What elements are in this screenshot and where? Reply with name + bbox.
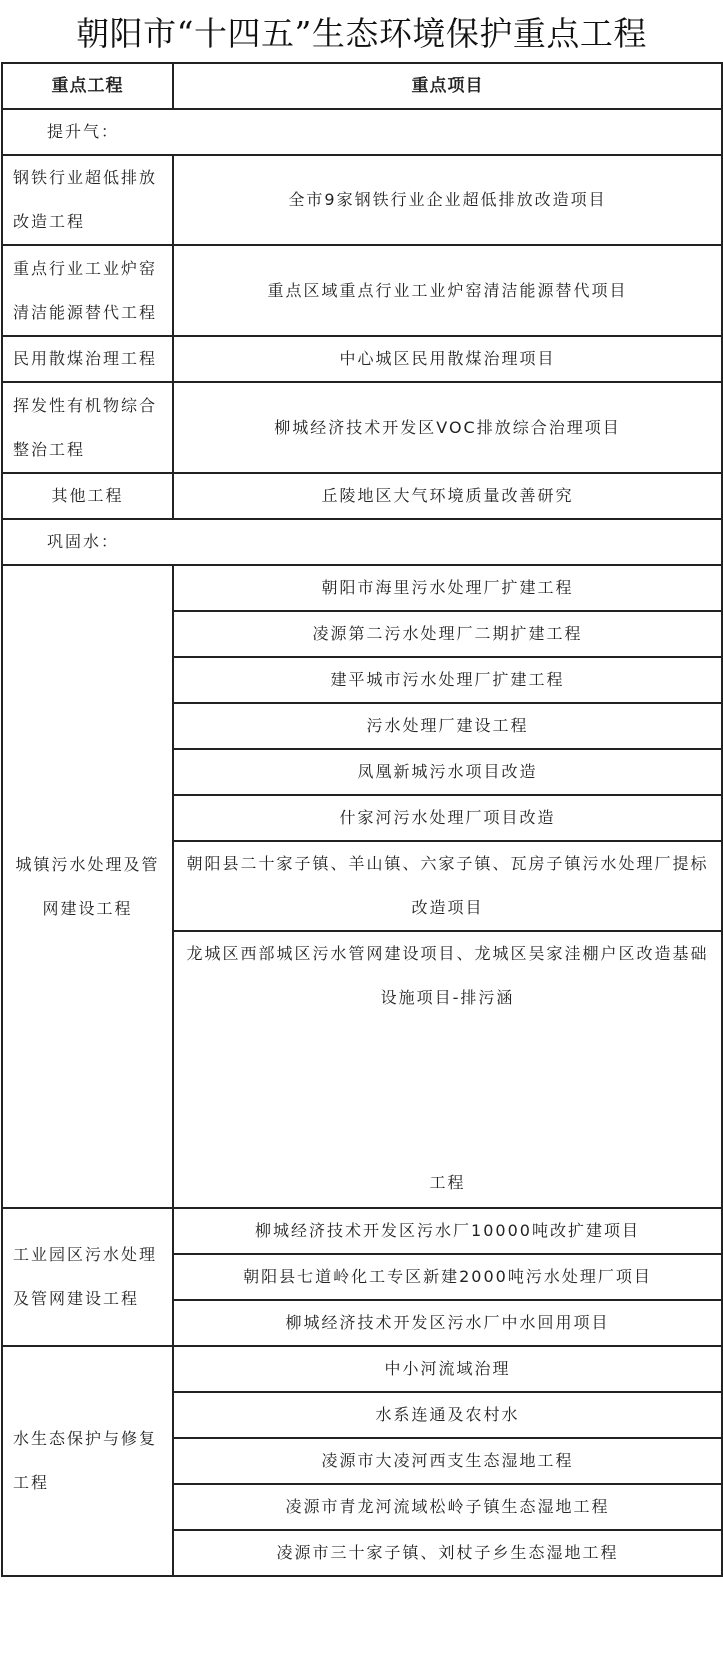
project-cell: 污水处理厂建设工程 [173,703,722,749]
table-row [2,155,722,245]
table-row [2,1346,722,1392]
project-cell: 柳城经济技术开发区污水厂中水回用项目 [173,1300,722,1346]
project-cell: 水系连通及农村水 [173,1392,722,1438]
project-cell: 凤凰新城污水项目改造 [173,749,722,795]
category-cell: 挥发性有机物综合整治工程 [2,382,173,473]
table-row [2,382,722,473]
project-cell: 朝阳县七道岭化工专区新建2000吨污水处理厂项目 [173,1254,722,1300]
category-cell: 水生态保护与修复工程 [2,1346,173,1576]
project-cell: 朝阳县二十家子镇、羊山镇、六家子镇、瓦房子镇污水处理厂提标改造项目 [173,841,722,931]
project-cell: 丘陵地区大气环境质量改善研究 [173,473,722,519]
category-cell: 其他工程 [2,473,173,519]
category-cell: 重点行业工业炉窑清洁能源替代工程 [2,245,173,336]
table-row [2,565,722,611]
header-key-item: 重点项目 [173,63,722,109]
category-cell: 城镇污水处理及管网建设工程 [2,565,173,1208]
project-cell: 凌源第二污水处理厂二期扩建工程 [173,611,722,657]
project-cell: 凌源市大凌河西支生态湿地工程 [173,1438,722,1484]
header-key-project: 重点工程 [2,63,173,109]
project-cell: 中小河流域治理 [173,1346,722,1392]
project-text-bottom: 工程 [429,1173,466,1192]
section-label-air: 提升气： [2,109,722,155]
project-cell: 朝阳市海里污水处理厂扩建工程 [173,565,722,611]
table-row [2,1208,722,1254]
project-cell: 全市9家钢铁行业企业超低排放改造项目 [173,155,722,245]
project-cell-long [173,931,722,1208]
table-row [2,336,722,382]
table-row [2,245,722,336]
category-cell: 工业园区污水处理及管网建设工程 [2,1208,173,1346]
section-row-water [2,519,722,565]
page-title: 朝阳市“十四五”生态环境保护重点工程 [76,13,647,53]
project-cell: 凌源市三十家子镇、刘杖子乡生态湿地工程 [173,1530,722,1576]
section-label-water: 巩固水： [2,519,722,565]
projects-table [1,62,723,1577]
table-row [2,473,722,519]
project-cell: 什家河污水处理厂项目改造 [173,795,722,841]
project-text-top: 龙城区西部城区污水管网建设项目、龙城区吴家洼棚户区改造基础设施项目-排污涵 [186,944,709,1007]
category-cell: 民用散煤治理工程 [2,336,173,382]
table-header-row [2,63,722,109]
category-cell: 钢铁行业超低排放改造工程 [2,155,173,245]
project-cell: 建平城市污水处理厂扩建工程 [173,657,722,703]
project-cell: 凌源市青龙河流域松岭子镇生态湿地工程 [173,1484,722,1530]
project-cell: 重点区域重点行业工业炉窑清洁能源替代项目 [173,245,722,336]
section-row-air [2,109,722,155]
project-cell: 中心城区民用散煤治理项目 [173,336,722,382]
project-cell: 柳城经济技术开发区污水厂10000吨改扩建项目 [173,1208,722,1254]
project-cell: 柳城经济技术开发区VOC排放综合治理项目 [173,382,722,473]
